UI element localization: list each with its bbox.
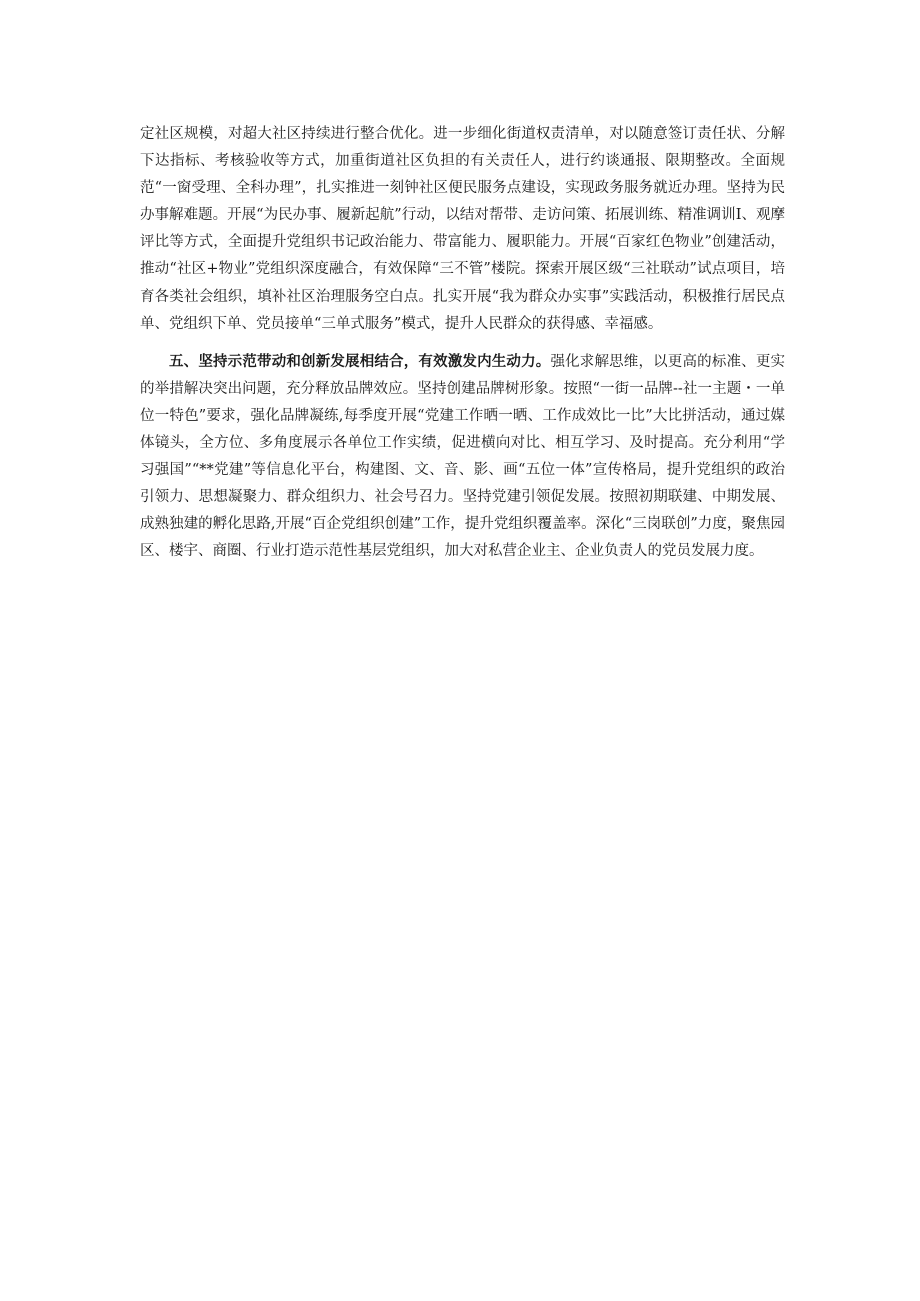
paragraph-demonstration-innovation xyxy=(140,348,785,566)
section-heading-five: 五、坚持示范带动和创新发展相结合，有效激发内生动力。 xyxy=(169,352,551,370)
paragraph-community-governance: 定社区规模，对超大社区持续进行整合优化。进一步细化街道权责清单，对以随意签订责任状、分解下达指标、考核验收等方式，加重街道社区负担的有关责任人，进行约谈通报、限期整改。全面规范“一窗受理、全科办理”，扎实推进一刻钟社区便民服务点建设，实现政务服务就近办理。坚持为民办事解难题。开展“为民办事、履新起航”行动，以结对帮带、走访问策、拓展训练、精准调训I、观摩评比等方式，全面提升党组织书记政治能力、带富能力、履职能力。开展“百家红色物业”创建活动，推动“社区+物业”党组织深度融合，有效保障“三不管”楼院。探索开展区级“三社联动”试点项目，培育各类社会组织，填补社区治理服务空白点。扎实开展“我为群众办实事”实践活动，积极推行居民点单、党组织下单、党员接单“三单式服务”模式，提升人民群众的获得感、幸福感。 xyxy=(140,126,785,332)
section-body-five: 强化求解思维，以更高的标准、更实的举措解决突出问题，充分释放品牌效应。坚持创建品牌树形象。按照“一街一品牌--社一主题・一单位一特色”要求，强化品牌凝练,每季度开展“党建工作晒一晒、工作成效比一比”大比拼活动，通过媒体镜头，全方位、多角度展示各单位工作实绩，促进横向对比、相互学习、及时提高。充分利用“学习强国”“**党建”等信息化平台，构建图、文、音、影、画“五位一体”宣传格局，提升党组织的政治引领力、思想凝聚力、群众组织力、社会号召力。坚持党建引领促发展。按照初期联建、中期发展、成熟独建的孵化思路,开展“百企党组织创建”工作，提升党组织覆盖率。深化“三岗联创”力度，聚焦园区、楼宇、商圈、行业打造示范性基层党组织，加大对私营企业主、企业负责人的党员发展力度。 xyxy=(140,353,785,560)
document-page xyxy=(140,121,785,566)
